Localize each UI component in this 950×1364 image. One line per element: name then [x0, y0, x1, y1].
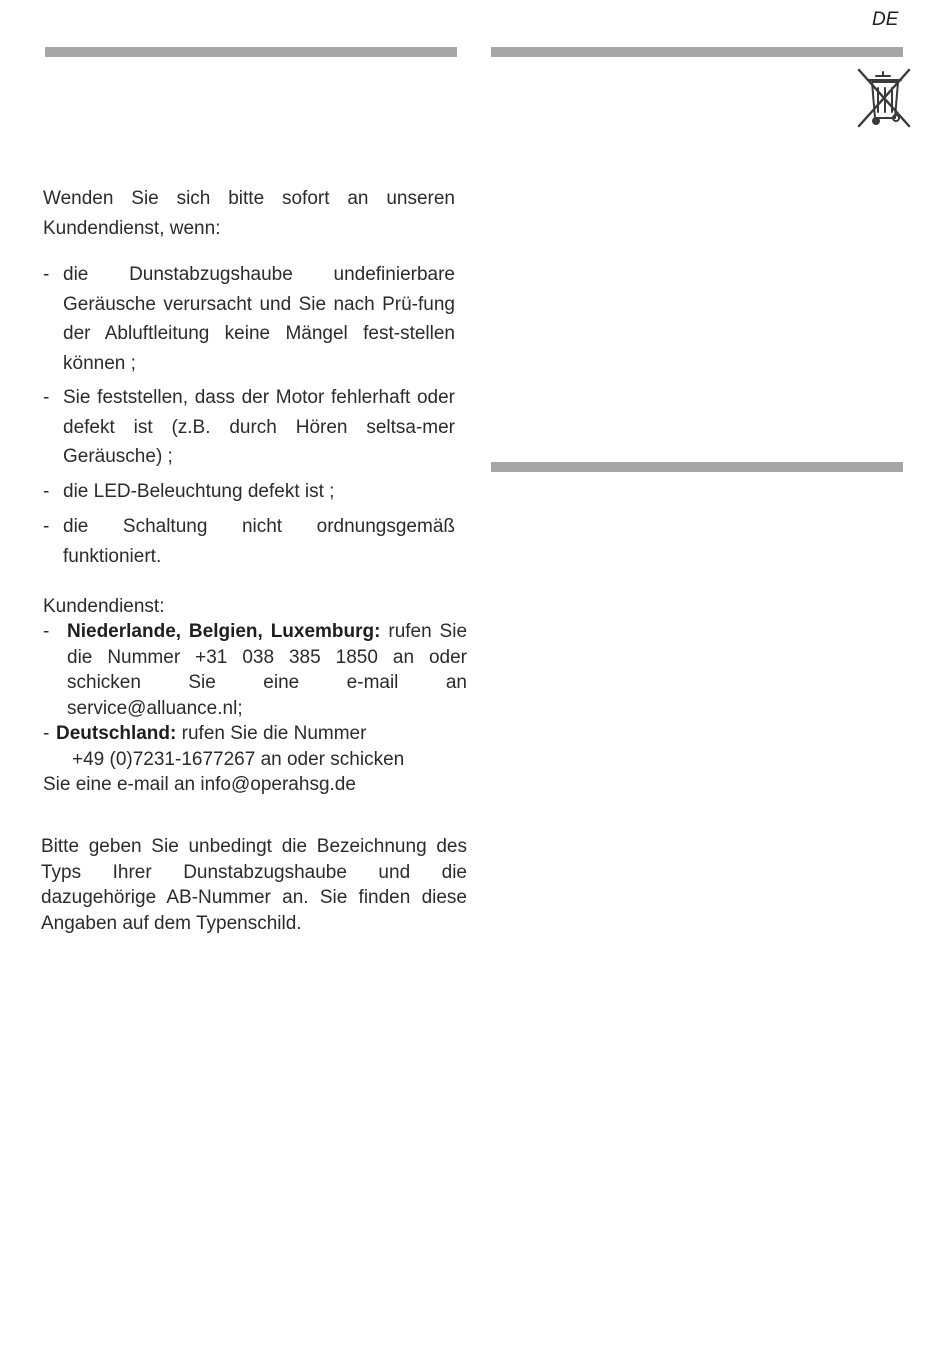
service-title: Kundendienst: [43, 596, 165, 617]
list-item [43, 477, 455, 507]
language-code: DE [872, 9, 899, 30]
bullet-dash: - [43, 481, 50, 502]
intro-paragraph: Wenden Sie sich bitte sofort an unseren Kundendienst, wenn: [43, 188, 455, 239]
bullet-dash: - [43, 621, 50, 642]
service-region-text: rufen Sie die Nummer +31 038 385 1850 an oder schicken Sie eine e-mail an service@alluance.nl; [67, 621, 468, 719]
list-item [43, 383, 455, 472]
service-entry-netherlands [43, 619, 467, 721]
list-item [43, 260, 455, 378]
list-item-text: Sie feststellen, dass der Motor fehlerhaft oder defekt ist (z.B. durch Hören seltsa-mer Geräusche) ; [63, 387, 455, 467]
list-item-text: die Schaltung nicht ordnungsgemäß funktioniert. [63, 516, 455, 567]
service-region-label: Deutschland: [56, 723, 177, 744]
section-bar-left [45, 47, 457, 57]
list-item-text: die Dunstabzugshaube undefinierbare Geräusche verursacht und Sie nach Prü-fung der Abluftleitung keine Mängel fest-stellen können ; [63, 264, 455, 374]
service-region-text: rufen Sie die Nummer [181, 723, 367, 744]
bullet-dash: - [43, 264, 50, 285]
crossed-out-wheelie-bin-icon [856, 66, 912, 130]
section-bar-right-middle [491, 462, 903, 472]
bullet-dash: - [43, 723, 50, 744]
service-email-germany: Sie eine e-mail an info@operahsg.de [43, 774, 356, 795]
section-bar-right-top [491, 47, 903, 57]
list-item [43, 512, 455, 571]
service-region-label: Niederlande, Belgien, Luxemburg: [67, 621, 381, 642]
service-entry-germany [43, 721, 467, 747]
bullet-dash: - [43, 516, 50, 537]
list-item-text: die LED-Beleuchtung defekt ist ; [63, 481, 335, 502]
bullet-dash: - [43, 387, 50, 408]
service-phone-germany: +49 (0)7231-1677267 an oder schicken [72, 749, 405, 770]
type-plate-note: Bitte geben Sie unbedingt die Bezeichnung des Typs Ihrer Dunstabzugshaube und die dazugehörige AB-Nummer an. Sie finden diese Angaben auf dem Typenschild. [41, 836, 467, 934]
